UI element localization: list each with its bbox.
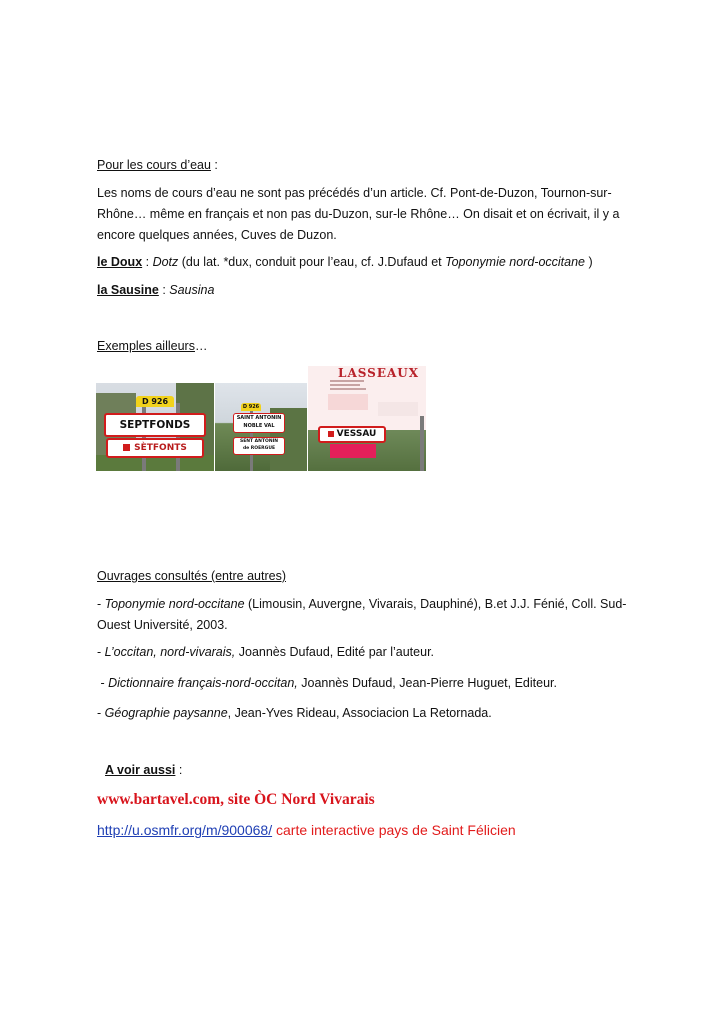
photo2-km-marker: D 926: [242, 404, 260, 410]
ouvrage-2-rest: Joannès Dufaud, Edité par l’auteur.: [235, 645, 435, 659]
ouvrage-4-prefix: -: [97, 706, 105, 720]
ouvrage-1-line2: Ouest Université, 2003.: [97, 618, 228, 632]
para-cours-eau-line3: encore quelques années, Cuves de Duzon.: [97, 228, 337, 242]
occitan-cross-icon: [123, 444, 130, 451]
heading-voir-aussi-suffix: :: [175, 763, 183, 777]
site-bartavel[interactable]: www.bartavel.com, site ÒC Nord Vivarais: [97, 791, 375, 808]
photo2-sign-bottom: [233, 437, 285, 455]
doux-oc: Dotz: [152, 255, 179, 269]
photo2-sign-top-line1: SAINT ANTONIN: [236, 415, 282, 421]
ouvrage-2-title: L’occitan, nord-vivarais,: [104, 645, 236, 659]
osm-link-desc: carte interactive pays de Saint Félicien: [272, 822, 516, 838]
heading-ouvrages: Ouvrages consultés (entre autres): [97, 569, 286, 583]
ouvrage-4: [97, 703, 657, 724]
doux-ref: Toponymie nord-occitane: [445, 255, 586, 269]
doux-end: ): [585, 255, 593, 269]
photo1-sign-top: SEPTFONDS: [104, 413, 206, 437]
photo-septfonds: [96, 383, 214, 471]
ouvrage-4-title: Géographie paysanne: [104, 706, 228, 720]
photo2-sign-top-line2: NOBLE VAL: [243, 423, 275, 429]
ouvrage-3-prefix: -: [97, 676, 109, 690]
occitan-cross-icon: [328, 431, 334, 437]
ouvrage-4-rest: , Jean-Yves Rideau, Associacion La Retornada.: [227, 706, 492, 720]
doux-sep: :: [142, 255, 153, 269]
osm-link-line: [97, 820, 657, 842]
sausine-sep: :: [158, 283, 170, 297]
photo3-sign: [318, 426, 386, 443]
sausine-term: la Sausine: [97, 283, 159, 297]
heading-cours-eau-line: [97, 155, 657, 176]
photo-saint-antonin: [215, 383, 307, 471]
entry-sausine: [97, 280, 657, 301]
photo2-sign-top: [233, 413, 285, 433]
heading-cours-eau: Pour les cours d’eau: [97, 158, 211, 172]
photo2-sign-bottom-line1: SENT ANTONIN: [239, 439, 279, 444]
para-cours-eau-line1: Les noms de cours d’eau ne sont pas précédés d’un article. Cf. Pont-de-Duzon, Tournon-sur-: [97, 186, 612, 200]
photo3-banner-text: LASSEAUX: [338, 366, 420, 380]
entry-doux: [97, 252, 657, 273]
ouvrage-3-rest: Joannès Dufaud, Jean-Pierre Huguet, Editeur.: [297, 676, 557, 690]
ouvrage-1-title: Toponymie nord-occitane: [104, 597, 245, 611]
photo3-banner: [308, 366, 426, 430]
photo3-plate: [330, 444, 376, 458]
ouvrage-2-prefix: -: [97, 645, 105, 659]
heading-voir-aussi-line: [105, 760, 665, 781]
doux-mid: (du lat. *dux, conduit pour l’eau, cf. J.Dufaud et: [178, 255, 446, 269]
heading-voir-aussi: A voir aussi: [105, 763, 176, 777]
heading-exemples-line: [97, 336, 657, 357]
heading-exemples: Exemples ailleurs: [97, 339, 195, 353]
ouvrage-1-line1: [97, 594, 657, 615]
photo1-sign-bottom: [106, 438, 204, 458]
sausine-oc: Sausina: [169, 283, 215, 297]
photo1-sign-bottom-text: SÈTFONTS: [134, 443, 187, 453]
heading-cours-eau-suffix: :: [210, 158, 218, 172]
para-cours-eau-line2: Rhône… même en français et non pas du-Duzon, sur-le Rhône… On disait et on écrivait, il y a: [97, 207, 620, 221]
ouvrage-1-prefix: -: [97, 597, 105, 611]
ouvrage-2: [97, 642, 657, 663]
ouvrage-1-rest-line1: (Limousin, Auvergne, Vivarais, Dauphiné), B.et J.J. Fénié, Coll. Sud-: [244, 597, 627, 611]
doux-term: le Doux: [97, 255, 143, 269]
ouvrage-3-title: Dictionnaire français-nord-occitan,: [108, 676, 298, 690]
photo1-km-marker: D 926: [136, 396, 174, 407]
photo2-sign-bottom-line2: de ROERGUE: [242, 446, 276, 451]
ouvrage-3: [97, 673, 657, 694]
heading-exemples-suffix: …: [194, 339, 208, 353]
photo3-sign-text: VESSAU: [336, 429, 377, 439]
osm-map-link[interactable]: http://u.osmfr.org/m/900068/: [97, 822, 273, 838]
photo-vessau: [308, 366, 426, 471]
